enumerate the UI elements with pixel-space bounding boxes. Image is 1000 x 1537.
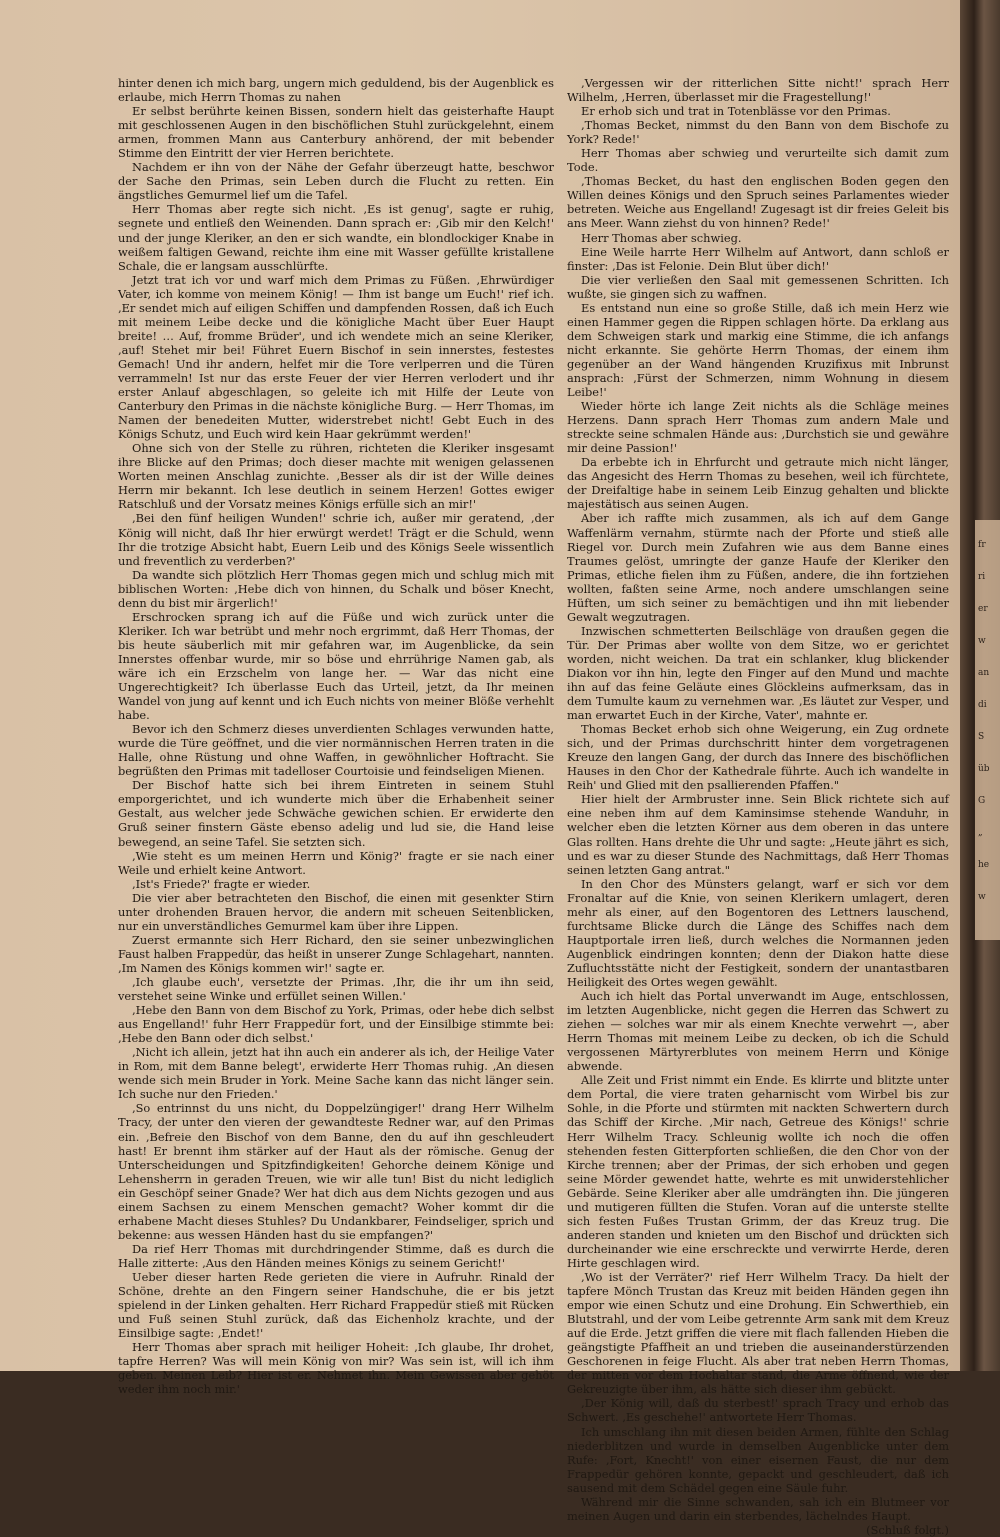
- paragraph: ‚Hebe den Bann von dem Bischof zu York, Primas, oder hebe dich selbst aus Engelland!' fuhr Herr Frappedür fort, und der Einsilbige stimmte bei: ‚Hebe den Bann oder dich selbst.': [118, 1003, 554, 1046]
- paragraph: Er erhob sich und trat in Totenblässe vor den Primas.: [581, 104, 891, 119]
- adjacent-page-fragment: S: [978, 732, 985, 742]
- paragraph: Aber ich raffte mich zusammen, als ich auf dem Gange Waffenlärm vernahm, stürmte nach der Pforte und stieß alle Riegel vor. Durch mein Zufahren wie aus dem Banne eines Traumes gelöst, umringte der ganze Haufe der Kleriker den Primas, etliche fielen ihm zu Füßen, andere, die ihn fortziehen wollten, faßten seine Arme, noch andere umschlangen seine Hüften, um sich seiner zu bemächtigen und ihn mit liebender Gewalt wegzutragen.: [567, 511, 949, 624]
- paragraph: Da wandte sich plötzlich Herr Thomas gegen mich und schlug mich mit biblischen Worten: ‚Hebe dich von hinnen, du Schalk und böser Knecht, denn du bist mir ärgerlich!': [118, 567, 554, 610]
- paragraph: Eine Weile harrte Herr Wilhelm auf Antwort, dann schloß er finster: ‚Das ist Felonie. Dein Blut über dich!': [567, 244, 949, 273]
- paragraph: Es entstand nun eine so große Stille, daß ich mein Herz wie einen Hammer gegen die Rippen schlagen hörte. Da erklang aus dem Schweigen stark und markig eine Stimme, die ich anfangs nicht erkannte. Sie gehörte Herrn Thomas, der einem ihm gegenüber an der Wand hängenden Kruzifixus mit Inbrunst ansprach: ‚Fürst der Schmerzen, nimm Wohnung in diesem Leibe!': [567, 300, 949, 400]
- paragraph: Jetzt trat ich vor und warf mich dem Primas zu Füßen. ‚Ehrwürdiger Vater, ich komme von meinem König! — Ihm ist bange um Euch!' rief ich. ‚Er sendet mich auf eiligen Schiffen und dampfenden Rossen, daß ich Euch mit meinem Leibe decke und die königliche Macht über Euer Haupt breite! … Auf, fromme Brüder', und ich wendete mich an seine Kleriker, ‚auf! Stehet mir bei! Führet Euern Bischof in sein innerstes, festestes Gemach! Und ihr andern, helfet mir die Tore verlperren und die Türen verrammeln! Ist nur das erste Feuer der vier Herren verlodert und ihr erster Anlauf abgeschlagen, so geleite ich mit Hilfe der Leute von Canterbury den Primas in die nächste königliche Burg. — Herr Thomas, im Namen der benedeiten Mutter, widerstrebet nicht! Gebt Euch in des Königs Schutz, und Euch wird kein Haar gekrümmt werden!': [118, 272, 554, 442]
- paragraph: Nachdem er ihn von der Nähe der Gefahr überzeugt hatte, beschwor der Sache den Primas, sein Leben durch die Flucht zu retten. Ein ängstliches Gemurmel lief um die Tafel.: [118, 160, 554, 203]
- paragraph: ‚Bei den fünf heiligen Wunden!' schrie ich, außer mir geratend, ‚der König will nicht, daß Ihr hier erwürgt werdet! Trägt er die Schuld, wenn Ihr die trotzige Absicht habt, Euern Leib und des Königs Seele wissentlich und freventlich zu verderben?': [118, 511, 554, 568]
- paragraph: Der Bischof hatte sich bei ihrem Eintreten in seinem Stuhl emporgerichtet, und ich wunderte mich über die Erhabenheit seiner Gestalt, aus welcher jede Schwäche gewichen schien. Er erwiderte den Gruß seiner finstern Gäste ebenso adelig und lud sie, die Hand leise bewegend, an seine Tafel. Sie setzten sich.: [118, 778, 554, 849]
- paragraph: Hier hielt der Armbruster inne. Sein Blick richtete sich auf eine neben ihm auf dem Kaminsimse stehende Wanduhr, in welcher eben die letzten Körner aus dem oberen in das untere Glas rollten. Hans drehte die Uhr und sagte: „Heute jährt es sich, und es war zu dieser Stunde des Nachmittags, daß Herr Thomas seinen letzten Gang antrat.": [567, 792, 949, 877]
- paragraph: ‚Thomas Becket, nimmst du den Bann von dem Bischofe zu York? Rede!': [567, 118, 949, 147]
- continuation-note: (Schluß folgt.): [866, 1522, 949, 1537]
- paragraph: ‚Der König will, daß du sterbest!' sprach Tracy und erhob das Schwert. ‚Es geschehe!' antwortete Herr Thomas.: [567, 1396, 949, 1425]
- adjacent-page-fragment: di: [978, 700, 987, 710]
- paragraph: In den Chor des Münsters gelangt, warf er sich vor dem Fronaltar auf die Knie, von seinen Klerikern umlagert, deren mehr als einer, auf den Bogentoren des Lettners lauschend, furchtsame Blicke durch die Länge des Schiffes nach dem Hauptportale irren ließ, durch welches die Normannen jeden Augenblick eindringen konnten; denn der Diakon hatte diese Zufluchtsstätte nicht der Festigkeit, sondern der unantastbaren Heiligkeit des Ortes wegen gewählt.: [567, 876, 949, 989]
- paragraph: Wieder hörte ich lange Zeit nichts als die Schläge meines Herzens. Dann sprach Herr Thomas zum andern Male und streckte seine schmalen Hände aus: ‚Durchstich sie und gewähre mir deine Passion!': [567, 399, 949, 456]
- adjacent-page-fragment: ri: [978, 572, 986, 582]
- paragraph: Ohne sich von der Stelle zu rühren, richteten die Kleriker insgesamt ihre Blicke auf den Primas; doch dieser machte mit wenigen gelassenen Worten meinen Anschlag zunichte. ‚Besser als dir ist der Wille deines Herrn mir bekannt. Ich lese deutlich in seinem Herzen! Gottes ewiger Ratschluß und der Vorsatz meines Königs erfülle sich an mir!': [118, 441, 554, 512]
- right-column: [567, 76, 949, 1537]
- paragraph: Zuerst ermannte sich Herr Richard, den sie seiner unbezwinglichen Faust halben Frappedür, das heißt in unserer Zunge Schlagehart, nannten. ‚Im Namen des Königs kommen wir!' sagte er.: [118, 932, 554, 975]
- paragraph: ‚Ich glaube euch', versetzte der Primas. ‚Ihr, die ihr um ihn seid, verstehet seine Winke und erfüllet seinen Willen.': [118, 975, 554, 1004]
- adjacent-page-fragment: w: [978, 892, 986, 902]
- adjacent-page-fragment: G: [978, 796, 986, 806]
- paragraph: ‚Wo ist der Verräter?' rief Herr Wilhelm Tracy. Da hielt der tapfere Mönch Trustan das Kreuz mit beiden Händen gegen ihn empor wie einen Schutz und eine Drohung. Ein Schwerthieb, ein Blutstrahl, und der vom Leibe getrennte Arm sank mit dem Kreuz auf die Erde. Jetzt griffen die viere mit flach fallenden Hieben die geängstigte Pfaffheit an und trieben die auseinanderstürzenden Geschorenen in feige Flucht. Als aber trat neben Herrn Thomas, der mitten vor dem Hochaltar stand, die Arme öffnend, wie der Gekreuzigte über ihm, als hätte sich dieser ihm gebückt.: [567, 1269, 949, 1397]
- paragraph: Erschrocken sprang ich auf die Füße und wich zurück unter die Kleriker. Ich war betrübt und mehr noch ergrimmt, daß Herr Thomas, der bis heute säuberlich mit mir gefahren war, im Augenblicke, da sein Innerstes offenbar wurde, mir so böse und ehrrührige Namen gab, als wäre ich ein Erzschelm von lange her. — War das nicht eine Ungerechtigkeit? Ich überlasse Euch das Urteil, jetzt, da Ihr meinen Wandel von jung auf kennt und ich Euch nichts von meiner Blöße verhehlt habe.: [118, 609, 554, 723]
- paragraph: ‚Nicht ich allein, jetzt hat ihn auch ein anderer als ich, der Heilige Vater in Rom, mit dem Banne belegt', erwiderte Herr Thomas ruhig. ‚An diesen wende sich mein Bruder in York. Meine Sache kann das nicht länger sein. Ich suche nur den Frieden.': [118, 1045, 554, 1102]
- adjacent-page-fragment: fr: [978, 540, 986, 550]
- paragraph: Herr Thomas aber schwieg und verurteilte sich damit zum Tode.: [567, 146, 949, 175]
- paragraph: Alle Zeit und Frist nimmt ein Ende. Es klirrte und blitzte unter dem Portal, die viere traten geharnischt vom Wirbel bis zur Sohle, in die Pforte und stürmten mit nackten Schwertern durch das Schiff der Kirche. ‚Mir nach, Getreue des Königs!' schrie Herr Wilhelm Tracy. Schleunig wollte ich noch die offen stehenden festen Gitterpforten schließen, die den Chor von der Kirche trennen; aber der Primas, der sich erhoben und gegen seine Mörder gewendet hatte, wehrte es mit unwiderstehlicher Gebärde. Seine Kleriker aber alle umdrängten ihn. Die jüngeren und mutigeren füllten die Stufen. Voran auf die unterste stellte sich festen Fußes Trustan Grimm, der das Kreuz trug. Die anderen standen und knieten um den Bischof und drückten sich durcheinander wie eine erschreckte und verwirrte Herde, deren Hirte geschlagen wird.: [567, 1073, 949, 1270]
- adjacent-page-fragment: he: [978, 860, 990, 870]
- paragraph: Bevor ich den Schmerz dieses unverdienten Schlages verwunden hatte, wurde die Türe geöffnet, und die vier normännischen Herren traten in die Halle, ohne Rüstung und ohne Waffen, in gewöhnlicher Hoftracht. Sie begrüßten den Primas mit tadelloser Courtoisie und feindseligen Mienen.: [118, 722, 554, 779]
- paragraph: hinter denen ich mich barg, ungern mich geduldend, bis der Augenblick es erlaube, mich Herrn Thomas zu nahen: [118, 76, 554, 105]
- paragraph: Da erbebte ich in Ehrfurcht und getraute mich nicht länger, das Angesicht des Herrn Thomas zu besehen, weil ich fürchtete, der Dreifaltige habe in seinem Leib Einzug gehalten und blickte majestätisch aus seinen Augen.: [567, 455, 949, 512]
- paragraph: ‚Thomas Becket, du hast den englischen Boden gegen den Willen deines Königs und den Spruch seines Parlamentes wieder betreten. Weiche aus Engelland! Zugesagt ist dir freies Geleit bis ans Meer. Wann ziehst du von hinnen? Rede!': [567, 174, 949, 231]
- paragraph: Auch ich hielt das Portal unverwandt im Auge, entschlossen, im letzten Augenblicke, nicht gegen die Herren das Schwert zu ziehen — solches war mir als einem Knechte verwehrt —, aber Herrn Thomas mit meinem Leibe zu decken, ob ich die Schuld vergossenen Märtyrerblutes von meinem Herrn und Könige abwende.: [567, 989, 949, 1074]
- paragraph: ‚Wie steht es um meinen Herrn und König?' fragte er sie nach einer Weile und erhielt keine Antwort.: [118, 848, 554, 877]
- adjacent-page-fragment: w: [978, 636, 986, 646]
- left-column: [118, 76, 554, 1396]
- paragraph: Ueber dieser harten Rede gerieten die viere in Aufruhr. Rinald der Schöne, drehte an den Fingern seiner Handschuhe, die er bis jetzt spielend in der Linken gehalten. Herr Richard Frappedür stieß mit Rücken und Fuß seinen Stuhl zurück, daß das Eichenholz krachte, und der Einsilbige sagte: ‚Endet!': [118, 1269, 554, 1341]
- adjacent-page-fragment: an: [978, 668, 990, 678]
- paragraph: Die vier aber betrachteten den Bischof, die einen mit gesenkter Stirn unter drohenden Brauen hervor, die andern mit scheuen Seitenblicken, nur ein unverständliches Gemurmel kam über ihre Lippen.: [118, 890, 554, 933]
- paragraph: ‚Ist's Friede?' fragte er wieder.: [132, 876, 311, 891]
- paragraph: Herr Thomas aber schwieg.: [581, 230, 742, 245]
- paragraph: Inzwischen schmetterten Beilschläge von draußen gegen die Tür. Der Primas aber wollte von dem Sitze, wo er gerichtet worden, nicht weichen. Da trat ein schlanker, klug blickender Diakon vor ihn hin, legte den Finger auf den Mund und machte ihn auf das feine Geläute eines Glöckleins aufmerksam, das in dem Tumulte kaum zu vernehmen war. ‚Es läutet zur Vesper, und man erwartet Euch in der Kirche, Vater', mahnte er.: [567, 623, 949, 723]
- adjacent-page-edge: [975, 520, 1000, 940]
- adjacent-page-fragment: „: [978, 828, 983, 838]
- paragraph: Thomas Becket erhob sich ohne Weigerung, ein Zug ordnete sich, und der Primas durchschritt hinter dem vorgetragenen Kreuze den langen Gang, der durch das Innere des bischöflichen Hauses in den Chor der Kathedrale führte. Auch ich wandelte in Reih' und Glied mit den psallierenden Pfaffen.": [567, 722, 949, 793]
- adjacent-page-fragment: üb: [978, 764, 990, 774]
- paragraph: Er selbst berührte keinen Bissen, sondern hielt das geisterhafte Haupt mit geschlossenen Augen in den bischöflichen Stuhl zurückgelehnt, einem armen, frommen Mann aus Canterbury anhörend, der mit bebender Stimme den Eintritt der vier Herren berichtete.: [118, 104, 554, 161]
- paragraph: Während mir die Sinne schwanden, sah ich ein Blutmeer vor meinen Augen und darin ein sterbendes, lächelndes Haupt.: [567, 1494, 949, 1523]
- adjacent-page-fragment: er: [978, 604, 988, 614]
- paragraph: ‚So entrinnst du uns nicht, du Doppelzüngiger!' drang Herr Wilhelm Tracy, der unter den vieren der gewandteste Redner war, auf den Primas ein. ‚Befreie den Bischof von dem Banne, den du auf ihn geschleudert hast! Er brennt ihm stärker auf der Haut als der römische. Genug der Unterscheidungen und Spitzfindigkeiten! Gehorche deinem Könige und Lehensherrn in geraden Treuen, wie wir alle tun! Bist du nicht lediglich ein Geschöpf seiner Gnade? Wer hat dich aus dem Nichts gezogen und aus einem Sachsen zu einem Menschen gemacht? Woher kommt dir die erhabene Macht dieses Stuhles? Du Undankbarer, Feindseliger, sprich und bekenne: aus wessen Händen hast du sie empfangen?': [118, 1101, 554, 1242]
- paragraph: Die vier verließen den Saal mit gemessenen Schritten. Ich wußte, sie gingen sich zu waffnen.: [567, 272, 949, 301]
- paragraph: Herr Thomas aber regte sich nicht. ‚Es ist genug', sagte er ruhig, segnete und entließ den Weinenden. Dann sprach er: ‚Gib mir den Kelch!' und der junge Kleriker, an den er sich wandte, ein blondlockiger Knabe in weißem faltigen Gewand, reichte ihm eine mit Wasser gefüllte kristallene Schale, die er langsam ausschlürfte.: [118, 202, 554, 273]
- paragraph: Da rief Herr Thomas mit durchdringender Stimme, daß es durch die Halle zitterte: ‚Aus den Händen meines Königs zu seinem Gericht!': [118, 1241, 554, 1270]
- paragraph: ‚Vergessen wir der ritterlichen Sitte nicht!' sprach Herr Wilhelm, ‚Herren, überlasset mir die Fragestellung!': [567, 76, 949, 105]
- paragraph: Ich umschlang ihn mit diesen beiden Armen, fühlte den Schlag niederblitzen und wurde in demselben Augenblicke unter dem Rufe: ‚Fort, Knecht!' von einer eisernen Faust, die nur dem Frappedür gehören konnte, gepackt und geschleudert, daß ich sausend mit dem Schädel gegen eine Säule fuhr.: [567, 1424, 949, 1495]
- paragraph: Herr Thomas aber sprach mit heiliger Hoheit: ‚Ich glaube, Ihr drohet, tapfre Herren? Was will mein König von mir? Was sein ist, will ich ihm geben. Meinen Leib? Hier ist er. Nehmet ihn. Mein Gewissen aber gehöt weder ihm noch mir.': [118, 1340, 554, 1397]
